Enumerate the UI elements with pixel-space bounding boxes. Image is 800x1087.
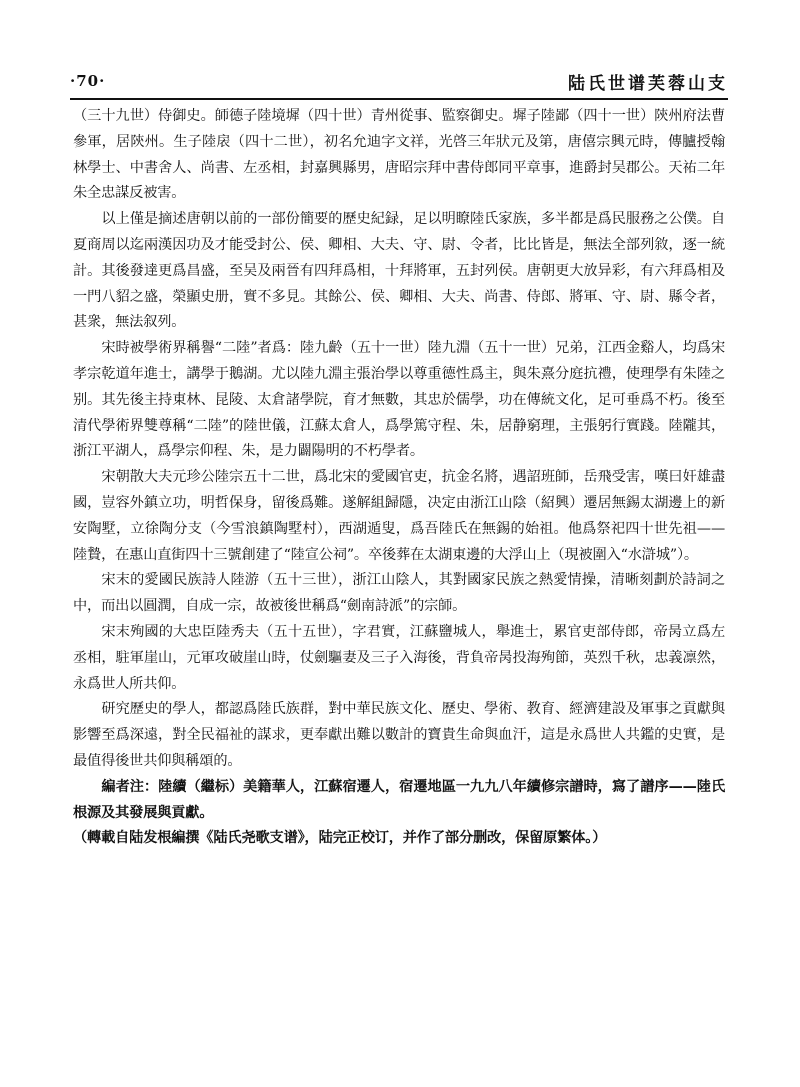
source-note: （轉載自陆发根編撰《陆氏尧歌支谱》，陆完正校订，并作了部分删改，保留原繁体。） bbox=[73, 830, 607, 847]
paragraph-7: 研究歷史的學人，都認爲陸氏族群，對中華民族文化、歷史、學術、教育、經濟建設及軍事之貢獻與影響至爲深遠，對全民福祉的謀求，更奉獻出難以數計的寶貴生命與血汗，這是永爲世人共鑑的史實，是最值得後世共仰與稱頌的。 bbox=[73, 701, 725, 769]
page-number: ·70· bbox=[70, 72, 106, 90]
running-title: 陆氏世谱芙蓉山支 bbox=[568, 73, 728, 94]
paragraph-5: 宋末的愛國民族詩人陸游（五十三世），浙江山陰人，其對國家民族之熱愛情操，清晰刻劃於詩詞之中，而出以圓潤，自成一宗，故被後世稱爲“劍南詩派”的宗師。 bbox=[73, 572, 725, 615]
paragraph-4: 宋朝散大夫元珍公陸宗五十二世，爲北宋的愛國官吏，抗金名將，遇詔班師，岳飛受害，嘆曰奸雄盡國，豈容外鎮立功，明哲保身，留後爲難。遂解組歸隱，决定由浙江山陰（紹興）遷居無錫太湖邊上的新安陶墅，立徐陶分支（今雪浪鎮陶墅村），西湖遁叟，爲吾陸氏在無錫的始祖。他爲祭祀四十世先祖——陸贄，在惠山直街四十三號創建了“陸宣公祠”。卒後葬在太湖東邊的大浮山上（現被圍入“水滸城”）。 bbox=[73, 469, 725, 563]
paragraph-3: 宋時被學術界稱譽“二陸”者爲：陸九齡（五十一世）陸九淵（五十一世）兄弟，江西金谿人，均爲宋孝宗乾道年進士，講學于鵝湖。尤以陸九淵主張治學以尊重德性爲主，與朱熹分庭抗禮，使理學有朱陸之别。其先後主持東林、昆陵、太倉諸學院，育才無數，其忠於儒學，功在傳統文化，足可垂爲不朽。後至清代學術界雙尊稱“二陸”的陸世儀，江蘇太倉人，爲學篤守程、朱，居静窮理，主張躬行實踐。陸隴其，浙江平湖人，爲學宗仰程、朱，是力闢陽明的不朽學者。 bbox=[73, 340, 725, 460]
page-header bbox=[70, 64, 728, 100]
article-body bbox=[73, 104, 725, 852]
paragraph-2: 以上僅是摘述唐朝以前的一部份簡要的歷史紀録，足以明瞭陸氏家族，多半都是爲民服務之公僕。自夏商周以迄兩漢因功及才能受封公、侯、卿相、大夫、守、尉、令者，比比皆是，無法全部列敘，逐一統計。其後發達更爲昌盛，至吴及兩晉有四拜爲相，十拜將軍，五封列侯。唐朝更大放异彩，有六拜爲相及一門八貂之盛，榮顯史册，實不多見。其餘公、侯、卿相、大夫、尚書、侍郎、將軍、守、尉、縣令者，甚衆，無法叙列。 bbox=[73, 211, 725, 331]
paragraph-6: 宋末殉國的大忠臣陸秀夫（五十五世），字君實，江蘇鹽城人，舉進士，累官吏部侍郎，帝昺立爲左丞相，駐軍崖山，元軍攻破崖山時，仗劍驅妻及三子入海後，背負帝昺投海殉節，英烈千秋，忠義凛然，永爲世人所共仰。 bbox=[73, 623, 725, 692]
editor-note: 編者注：陸續（繼标）美籍華人，江蘇宿遷人，宿遷地區一九九八年續修宗譜時，寫了譜序——陸氏根源及其發展與貢獻。 bbox=[73, 778, 725, 821]
paragraph-1: （三十九世）侍御史。師德子陸境墀（四十世）青州從事、監察御史。墀子陸鄙（四十一世）陝州府法曹參軍，居陝州。生子陸扆（四十二世），初名允迪字文祥，光啓三年狀元及第，唐僖宗興元時，傳臚授翰林學士、中書舍人、尚書、左丞相，封嘉興縣男，唐昭宗拜中書侍郎同平章事，進爵封吴郡公。天祐二年朱全忠謀反被害。 bbox=[73, 108, 725, 202]
